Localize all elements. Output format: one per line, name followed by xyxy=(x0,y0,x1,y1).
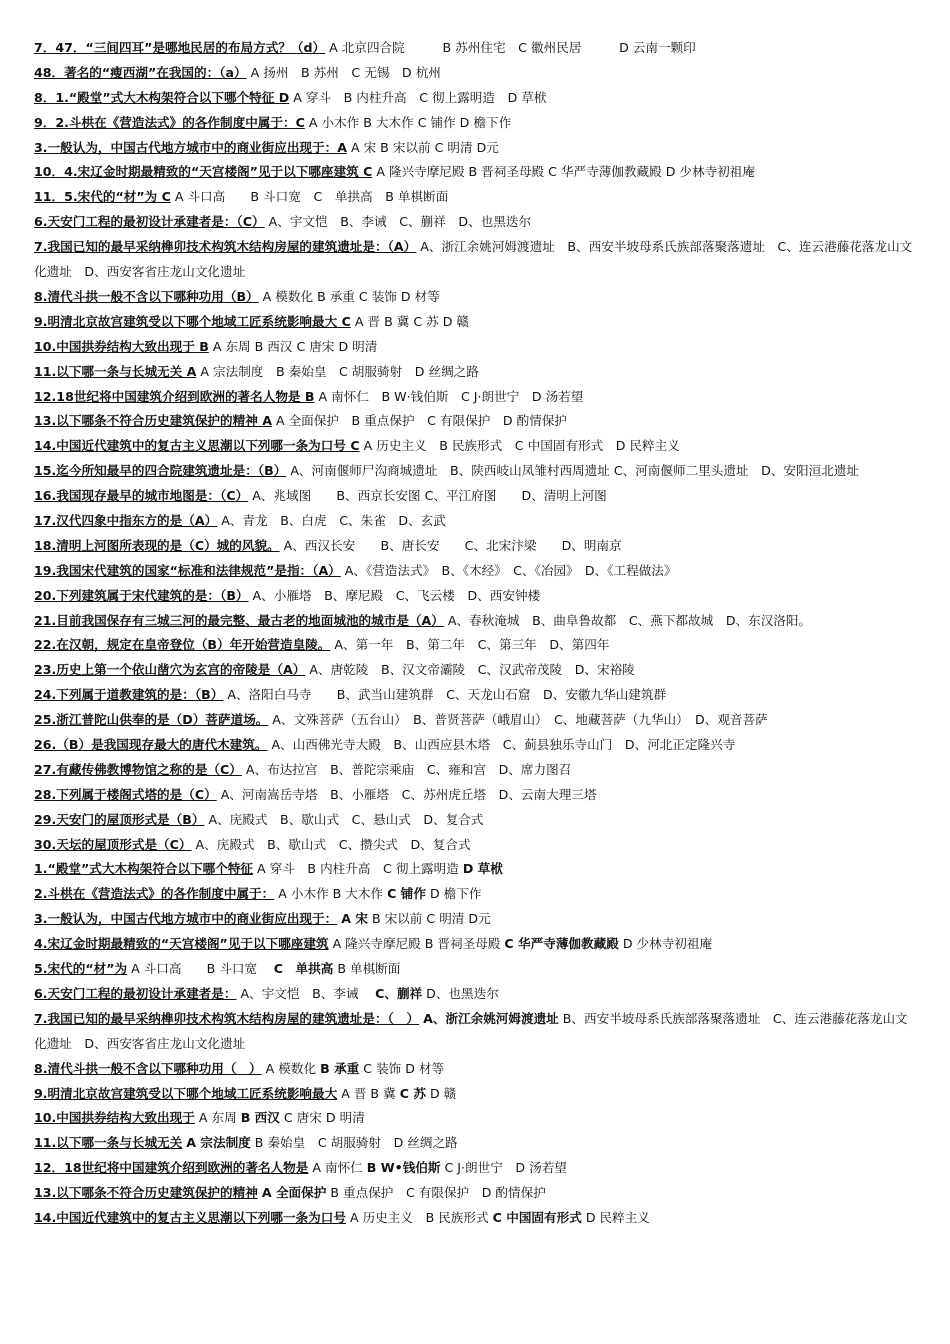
options-text: A 穿斗 B 内柱升高 C 彻上露明造 xyxy=(257,861,459,877)
answer-text: C 苏 xyxy=(399,1085,426,1101)
question-text: 18.清明上河图所表现的是（C）城的风貌。 xyxy=(34,537,280,553)
options-text: A、文殊菩萨（五台山） B、普贤菩萨（峨眉山） C、地藏菩萨（九华山） D、观音菩萨 xyxy=(272,712,768,728)
options-text-after: B 单棋断面 xyxy=(337,961,401,977)
answer-text: B W•钱伯斯 xyxy=(366,1160,441,1176)
question-line xyxy=(34,833,920,858)
options-text-after: C 装饰 D 材等 xyxy=(363,1060,445,1076)
question-text: 8．1.“殿堂”式大木构架符合以下哪个特征 D xyxy=(34,89,290,105)
question-line xyxy=(34,160,920,185)
answer-text: C 铺作 xyxy=(387,886,426,902)
options-text: A 宗法制度 B 秦始皇 C 胡服骑射 D 丝绸之路 xyxy=(200,363,479,379)
options-text: A、西汉长安 B、唐长安 C、北宋汴梁 D、明南京 xyxy=(283,537,622,553)
question-line xyxy=(34,360,920,385)
options-text: A 扬州 B 苏州 C 无锡 D 杭州 xyxy=(250,64,441,80)
question-text: 3.一般认为，中国古代地方城市中的商业街应出现于： xyxy=(34,911,338,927)
options-text-after: B 重点保护 C 有限保护 D 酌情保护 xyxy=(330,1185,546,1201)
question-line xyxy=(34,559,920,584)
question-line xyxy=(34,609,920,634)
question-line xyxy=(34,111,920,136)
options-text: A、庑殿式 B、歇山式 C、攒尖式 D、复合式 xyxy=(195,836,471,852)
question-line xyxy=(34,61,920,86)
question-line xyxy=(34,534,920,559)
question-text: 12．18世纪将中国建筑介绍到欧洲的著名人物是 xyxy=(34,1160,309,1176)
question-text: 6.天安门工程的最初设计承建者是：（C） xyxy=(34,214,265,230)
question-line xyxy=(34,285,920,310)
answer-text: C 华严寺薄伽教藏殿 xyxy=(504,936,619,952)
question-line xyxy=(34,484,920,509)
answer-text: C、蒯祥 xyxy=(375,985,423,1001)
question-text: 19.我国宋代建筑的国家“标准和法律规范”是指：（A） xyxy=(34,562,341,578)
question-text: 24.下列属于道教建筑的是：（B） xyxy=(34,687,224,703)
question-line xyxy=(34,1007,920,1057)
options-text: A 历史主义 B 民族形式 C 中国固有形式 D 民粹主义 xyxy=(363,438,680,454)
question-text: 10.中国拱券结构大致出现于 xyxy=(34,1110,195,1126)
question-text: 5.宋代的“材”为 xyxy=(34,961,128,977)
question-text: 15.迄今所知最早的四合院建筑遗址是：（B） xyxy=(34,463,287,479)
question-text: 2.斗栱在《营造法式》的各作制度中属于： xyxy=(34,886,275,902)
options-text: A、浙江余姚河姆渡遗址 B、西安半坡母系氏族部落聚落遗址 C、连云港藤花落龙山文化遗址 D、西安客省庄龙山文化遗址 xyxy=(34,239,913,280)
options-text: A、小雁塔 B、摩尼殿 C、飞云楼 D、西安钟楼 xyxy=(252,587,541,603)
options-text-after: D 赣 xyxy=(429,1085,457,1101)
question-line xyxy=(34,409,920,434)
question-line xyxy=(34,708,920,733)
question-line xyxy=(34,907,920,932)
question-line xyxy=(34,1057,920,1082)
question-text: 9．2.斗栱在《营造法式》的各作制度中属于：C xyxy=(34,114,305,130)
question-line xyxy=(34,758,920,783)
answer-text: A 全面保护 xyxy=(261,1185,327,1201)
options-text: A、河南偃师尸沟商城遗址 B、陕西岐山凤雏村西周遗址 C、河南偃师二里头遗址 D、安阳洹北遗址 xyxy=(290,463,859,479)
question-line xyxy=(34,882,920,907)
question-text: 21.目前我国保存有三城三河的最完整、最古老的地面城池的城市是（A） xyxy=(34,612,444,628)
question-line xyxy=(34,857,920,882)
question-line xyxy=(34,235,920,285)
question-line xyxy=(34,1156,920,1181)
options-text-after: C J·朗世宁 D 汤若望 xyxy=(444,1160,567,1176)
question-text: 11．5.宋代的“材”为 C xyxy=(34,189,171,205)
question-text: 11.以下哪一条与长城无关 A xyxy=(34,363,197,379)
options-text: A 模数化 B 承重 C 装饰 D 材等 xyxy=(262,288,440,304)
options-text: A 晋 B 冀 xyxy=(341,1085,396,1101)
question-line xyxy=(34,434,920,459)
question-text: 4.宋辽金时期最精致的“天宫楼阁”见于以下哪座建筑 xyxy=(34,936,329,952)
question-text: 9.明清北京故宫建筑受以下哪个地域工匠系统影响最大 C xyxy=(34,313,351,329)
question-line xyxy=(34,808,920,833)
question-text: 30.天坛的屋顶形式是（C） xyxy=(34,836,192,852)
options-text-after: D 少林寺初祖庵 xyxy=(622,936,713,952)
question-text: 13.以下哪条不符合历史建筑保护的精神 xyxy=(34,1185,258,1201)
question-line xyxy=(34,36,920,61)
question-text: 7.我国已知的最早采纳榫卯技术构筑木结构房屋的建筑遗址是：（A） xyxy=(34,239,417,255)
options-text: A 晋 B 冀 C 苏 D 赣 xyxy=(354,313,470,329)
options-text: A、布达拉宫 B、普陀宗乘庙 C、雍和宫 D、席力图召 xyxy=(245,761,572,777)
options-text-after: B 宋以前 C 明清 D元 xyxy=(371,911,491,927)
question-text: 3.一般认为，中国古代地方城市中的商业街应出现于：A xyxy=(34,139,347,155)
question-line xyxy=(34,1181,920,1206)
options-text: A 北京四合院 B 苏州住宅 C 徽州民居 D 云南一颗印 xyxy=(329,40,696,55)
options-text: A、河南嵩岳寺塔 B、小雁塔 C、苏州虎丘塔 D、云南大理三塔 xyxy=(220,786,597,802)
question-text: 8.清代斗拱一般不含以下哪种功用（B） xyxy=(34,288,259,304)
options-text-after: B 秦始皇 C 胡服骑射 D 丝绸之路 xyxy=(254,1135,458,1151)
options-text: A、春秋淹城 B、曲阜鲁故都 C、燕下都故城 D、东汉洛阳。 xyxy=(447,612,812,628)
options-text-after: D 檐下作 xyxy=(429,886,482,902)
question-text: 17.汉代四象中指东方的是（A） xyxy=(34,512,218,528)
question-line xyxy=(34,1206,920,1231)
question-text: 29.天安门的屋顶形式是（B） xyxy=(34,811,205,827)
question-line xyxy=(34,783,920,808)
options-text: A 穿斗 B 内柱升高 C 彻上露明造 D 草栿 xyxy=(293,89,547,105)
options-text: A 南怀仁 B W·钱伯斯 C J·朗世宁 D 汤若望 xyxy=(318,388,584,404)
question-text: 13.以下哪条不符合历史建筑保护的精神 A xyxy=(34,413,272,429)
question-line xyxy=(34,509,920,534)
options-text: A 隆兴寺摩尼殿 B 晋祠圣母殿 C 华严寺薄伽教藏殿 D 少林寺初祖庵 xyxy=(376,164,755,180)
question-line xyxy=(34,385,920,410)
options-text-after: D 民粹主义 xyxy=(585,1209,650,1225)
options-text: A 模数化 xyxy=(265,1060,317,1076)
options-text: A、青龙 B、白虎 C、朱雀 D、玄武 xyxy=(221,512,446,528)
options-text: A 历史主义 B 民族形式 xyxy=(349,1209,489,1225)
question-line xyxy=(34,658,920,683)
options-text: A 斗口高 B 斗口宽 C 单拱高 B 单棋断面 xyxy=(174,189,449,205)
answer-text: A 宋 xyxy=(341,911,368,927)
answer-text: D 草栿 xyxy=(462,861,503,877)
question-text: 6.天安门工程的最初设计承建者是： xyxy=(34,985,237,1001)
options-text: A、唐乾陵 B、汉文帝灞陵 C、汉武帝茂陵 D、宋裕陵 xyxy=(309,662,635,678)
options-text: A、兆域图 B、西京长安图 C、平江府图 D、清明上河图 xyxy=(252,488,607,504)
options-text: A、洛阳白马寺 B、武当山建筑群 C、天龙山石窟 D、安徽九华山建筑群 xyxy=(227,687,667,703)
question-text: 10．4.宋辽金时期最精致的“天宫楼阁”见于以下哪座建筑 C xyxy=(34,164,373,180)
question-line xyxy=(34,683,920,708)
answer-text: B 西汉 xyxy=(240,1110,280,1126)
question-text: 10.中国拱券结构大致出现于 B xyxy=(34,338,209,354)
question-line xyxy=(34,633,920,658)
question-text: 12.18世纪将中国建筑介绍到欧洲的著名人物是 B xyxy=(34,388,315,404)
options-text: A 宋 B 宋以前 C 明清 D元 xyxy=(350,139,499,155)
question-line xyxy=(34,459,920,484)
question-text: 26.（B）是我国现存最大的唐代木建筑。 xyxy=(34,737,268,753)
question-text: 8.清代斗拱一般不含以下哪种功用（ ） xyxy=(34,1060,262,1076)
answer-text: C 单拱高 xyxy=(273,961,334,977)
question-text: 23.历史上第一个依山凿穴为玄宫的帝陵是（A） xyxy=(34,662,306,678)
question-line xyxy=(34,185,920,210)
question-text: 48．著名的“瘦西湖”在我国的：（a） xyxy=(34,64,247,80)
options-text: A 东周 B 西汉 C 唐宋 D 明清 xyxy=(212,338,378,354)
options-text: A、宇文恺 B、李诫 C、蒯祥 D、也黑迭尔 xyxy=(268,214,532,230)
question-text: 7.我国已知的最早采纳榫卯技术构筑木结构房屋的建筑遗址是：（ ） xyxy=(34,1010,420,1026)
question-text: 14.中国近代建筑中的复古主义思潮以下列哪一条为口号 C xyxy=(34,438,360,454)
answer-text: A 宗法制度 xyxy=(186,1135,251,1151)
question-line xyxy=(34,1082,920,1107)
answer-text: A、浙江余姚河姆渡遗址 xyxy=(423,1010,559,1026)
question-line xyxy=(34,1131,920,1156)
options-text: A、山西佛光寺大殿 B、山西应县木塔 C、蓟县独乐寺山门 D、河北正定隆兴寺 xyxy=(271,737,736,753)
question-text: 9.明清北京故宫建筑受以下哪个地域工匠系统影响最大 xyxy=(34,1085,338,1101)
question-text: 25.浙江普陀山供奉的是（D）菩萨道场。 xyxy=(34,712,269,728)
question-text: 16.我国现存最早的城市地图是：（C） xyxy=(34,488,249,504)
options-text-after: D、也黑迭尔 xyxy=(426,985,499,1001)
question-text: 7．47．“三间四耳”是哪地民居的布局方式？（d） xyxy=(34,40,326,55)
options-text: A 东周 xyxy=(198,1110,237,1126)
question-text: 1.“殿堂”式大木构架符合以下哪个特征 xyxy=(34,861,254,877)
options-text: A、庑殿式 B、歇山式 C、悬山式 D、复合式 xyxy=(208,811,484,827)
question-line xyxy=(34,733,920,758)
question-line xyxy=(34,932,920,957)
question-line xyxy=(34,86,920,111)
question-text: 27.有藏传佛教博物馆之称的是（C） xyxy=(34,761,242,777)
question-line xyxy=(34,136,920,161)
question-line xyxy=(34,335,920,360)
options-text: A 斗口高 B 斗口宽 xyxy=(131,961,270,977)
question-line xyxy=(34,957,920,982)
options-text: A 南怀仁 xyxy=(312,1160,363,1176)
question-line xyxy=(34,310,920,335)
answer-text: C 中国固有形式 xyxy=(492,1209,582,1225)
options-text: A 小木作 B 大木作 xyxy=(278,886,384,902)
options-text: A、第一年 B、第二年 C、第三年 D、第四年 xyxy=(334,637,610,653)
answer-text: B 承重 xyxy=(320,1060,360,1076)
question-text: 22.在汉朝，规定在皇帝登位（B）年开始营造皇陵。 xyxy=(34,637,331,653)
question-line xyxy=(34,584,920,609)
options-text-after: B、西安半坡母系氏族部落聚落遗址 C、连云港藤花落龙山文化遗址 D、西安客省庄龙山文化遗址 xyxy=(34,1010,908,1051)
options-text: A 小木作 B 大木作 C 铺作 D 檐下作 xyxy=(308,114,512,130)
options-text: A 全面保护 B 重点保护 C 有限保护 D 酌情保护 xyxy=(275,413,568,429)
question-text: 20.下列建筑属于宋代建筑的是：（B） xyxy=(34,587,249,603)
options-text: A、宇文恺 B、李诫 xyxy=(240,985,372,1001)
options-text: A 隆兴寺摩尼殿 B 晋祠圣母殿 xyxy=(332,936,501,952)
options-text: A、《营造法式》 B、《木经》 C、《冶园》 D、《工程做法》 xyxy=(344,562,677,578)
question-line xyxy=(34,210,920,235)
question-line xyxy=(34,1106,920,1131)
question-text: 28.下列属于楼阁式塔的是（C） xyxy=(34,786,217,802)
document-body xyxy=(34,36,920,1231)
question-text: 11.以下哪一条与长城无关 xyxy=(34,1135,183,1151)
question-text: 14.中国近代建筑中的复古主义思潮以下列哪一条为口号 xyxy=(34,1209,346,1225)
options-text-after: C 唐宋 D 明清 xyxy=(283,1110,365,1126)
question-line xyxy=(34,982,920,1007)
